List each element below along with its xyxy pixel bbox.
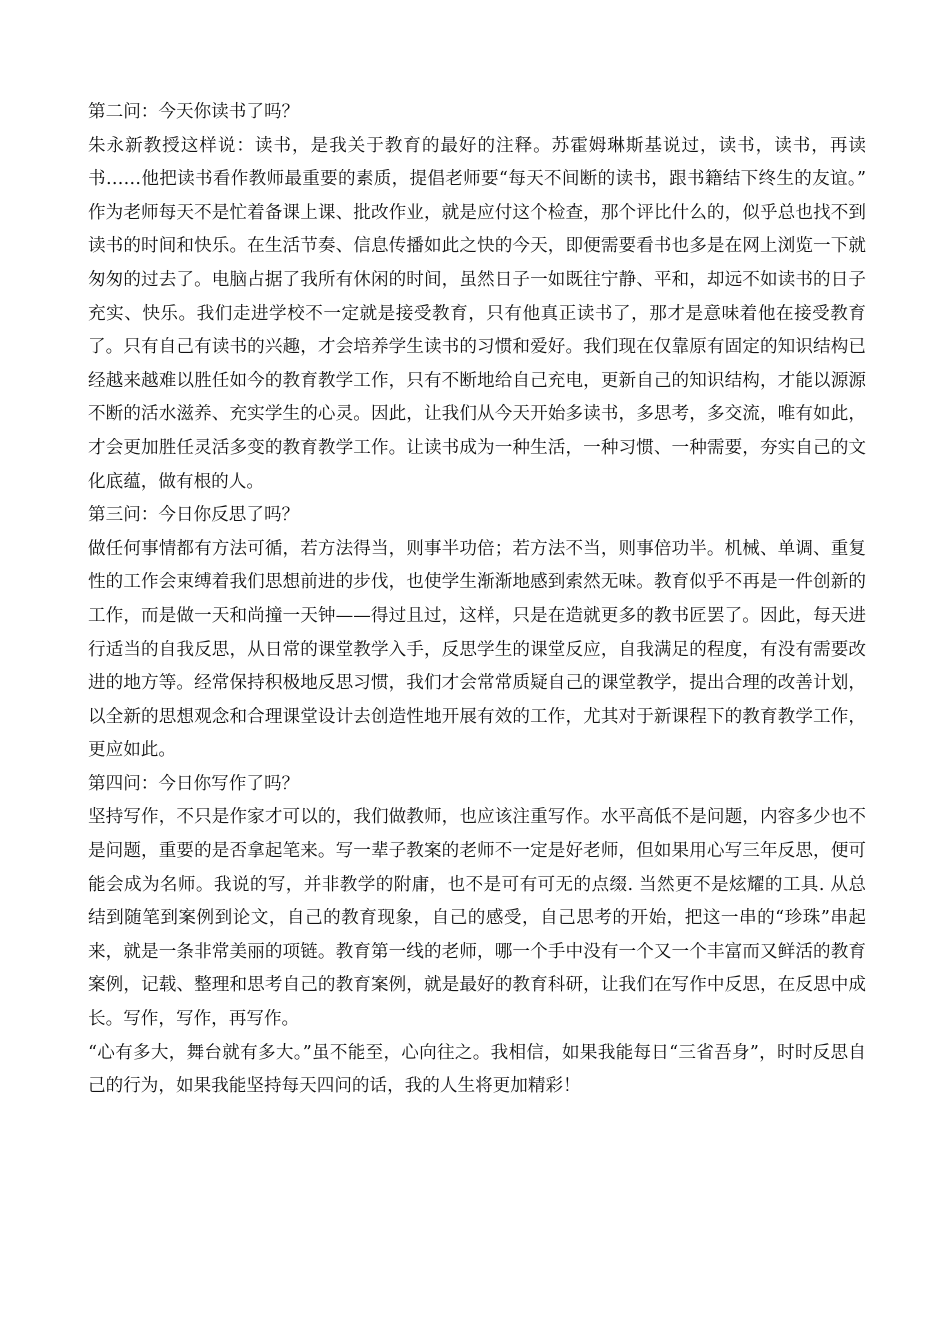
section-heading: 第四问：今日你写作了吗？ [88,773,300,794]
section-reflection [88,499,866,768]
section-heading: 第三问：今日你反思了吗？ [88,505,300,526]
document-page [88,96,866,1104]
section-paragraph: 朱永新教授这样说：读书，是我关于教育的最好的注释。苏霍姆琳斯基说过，读书，读书，再读书……他把读书看作教师最重要的素质，提倡老师要“每天不间断的读书，跟书籍结下终生的友谊。” 作为老师每天不是忙着备课上课、批改作业，就是应付这个检查，那个评比什么的，似乎总也找不到读书的时间和快乐。在生活节奏、信息传播如此之快的今天，即便需要看书也多是在网上浏览一下就匆匆的过去了。电脑占据了我所有休闲的时间，虽然日子一如既往宁静、平和，却远不如读书的日子充实、快乐。我们走进学校不一定就是接受教育，只有他真正读书了，那才是意味着他在接受教育了。只有自己有读书的兴趣，才会培养学生读书的习惯和爱好。我们现在仅靠原有固定的知识结构已经越来越难以胜任如今的教育教学工作，只有不断地给自己充电，更新自己的知识结构，才能以源源不断的活水滋养、充实学生的心灵。因此，让我们从今天开始多读书，多思考，多交流，唯有如此，才会更加胜任灵活多变的教育教学工作。让读书成为一种生活，一种习惯、一种需要，夯实自己的文化底蕴，做有根的人。 [88,135,866,492]
section-paragraph: 做任何事情都有方法可循，若方法得当，则事半功倍；若方法不当，则事倍功半。机械、单调、重复性的工作会束缚着我们思想前进的步伐，也使学生渐渐地感到索然无味。教育似乎不再是一件创新的工作，而是做一天和尚撞一天钟——得过且过，这样，只是在造就更多的教书匠罢了。因此，每天进行适当的自我反思，从日常的课堂教学入手，反思学生的课堂反应，自我满足的程度，有没有需要改进的地方等。经常保持积极地反思习惯，我们才会常常质疑自己的课堂教学，提出合理的改善计划，以全新的思想观念和合理课堂设计去创造性地开展有效的工作，尤其对于新课程下的教育教学工作，更应如此。 [88,538,866,761]
section-paragraph: 坚持写作，不只是作家才可以的，我们做教师，也应该注重写作。水平高低不是问题，内容多少也不是问题，重要的是否拿起笔来。写一辈子教案的老师不一定是好老师，但如果用心写三年反思，便可能会成为名师。我说的写，并非教学的附庸，也不是可有可无的点缀. 当然更不是炫耀的工具. 从总结到随笔到案例到论文，自己的教育现象，自己的感受，自己思考的开始，把这一串的“珍珠”串起来，就是一条非常美丽的项链。教育第一线的老师，哪一个手中没有一个又一个丰富而又鲜活的教育案例，记载、整理和思考自己的教育案例，就是最好的教育科研，让我们在写作中反思，在反思中成长。写作，写作，再写作。 [88,807,866,1030]
section-reading [88,96,866,499]
section-writing [88,768,866,1037]
section-heading: 第二问：今天你读书了吗？ [88,102,300,122]
closing-paragraph: “心有多大，舞台就有多大。”虽不能至，心向往之。我相信，如果我能每日“三省吾身”，时时反思自己的行为，如果我能坚持每天四问的话，我的人生将更加精彩！ [88,1042,866,1097]
